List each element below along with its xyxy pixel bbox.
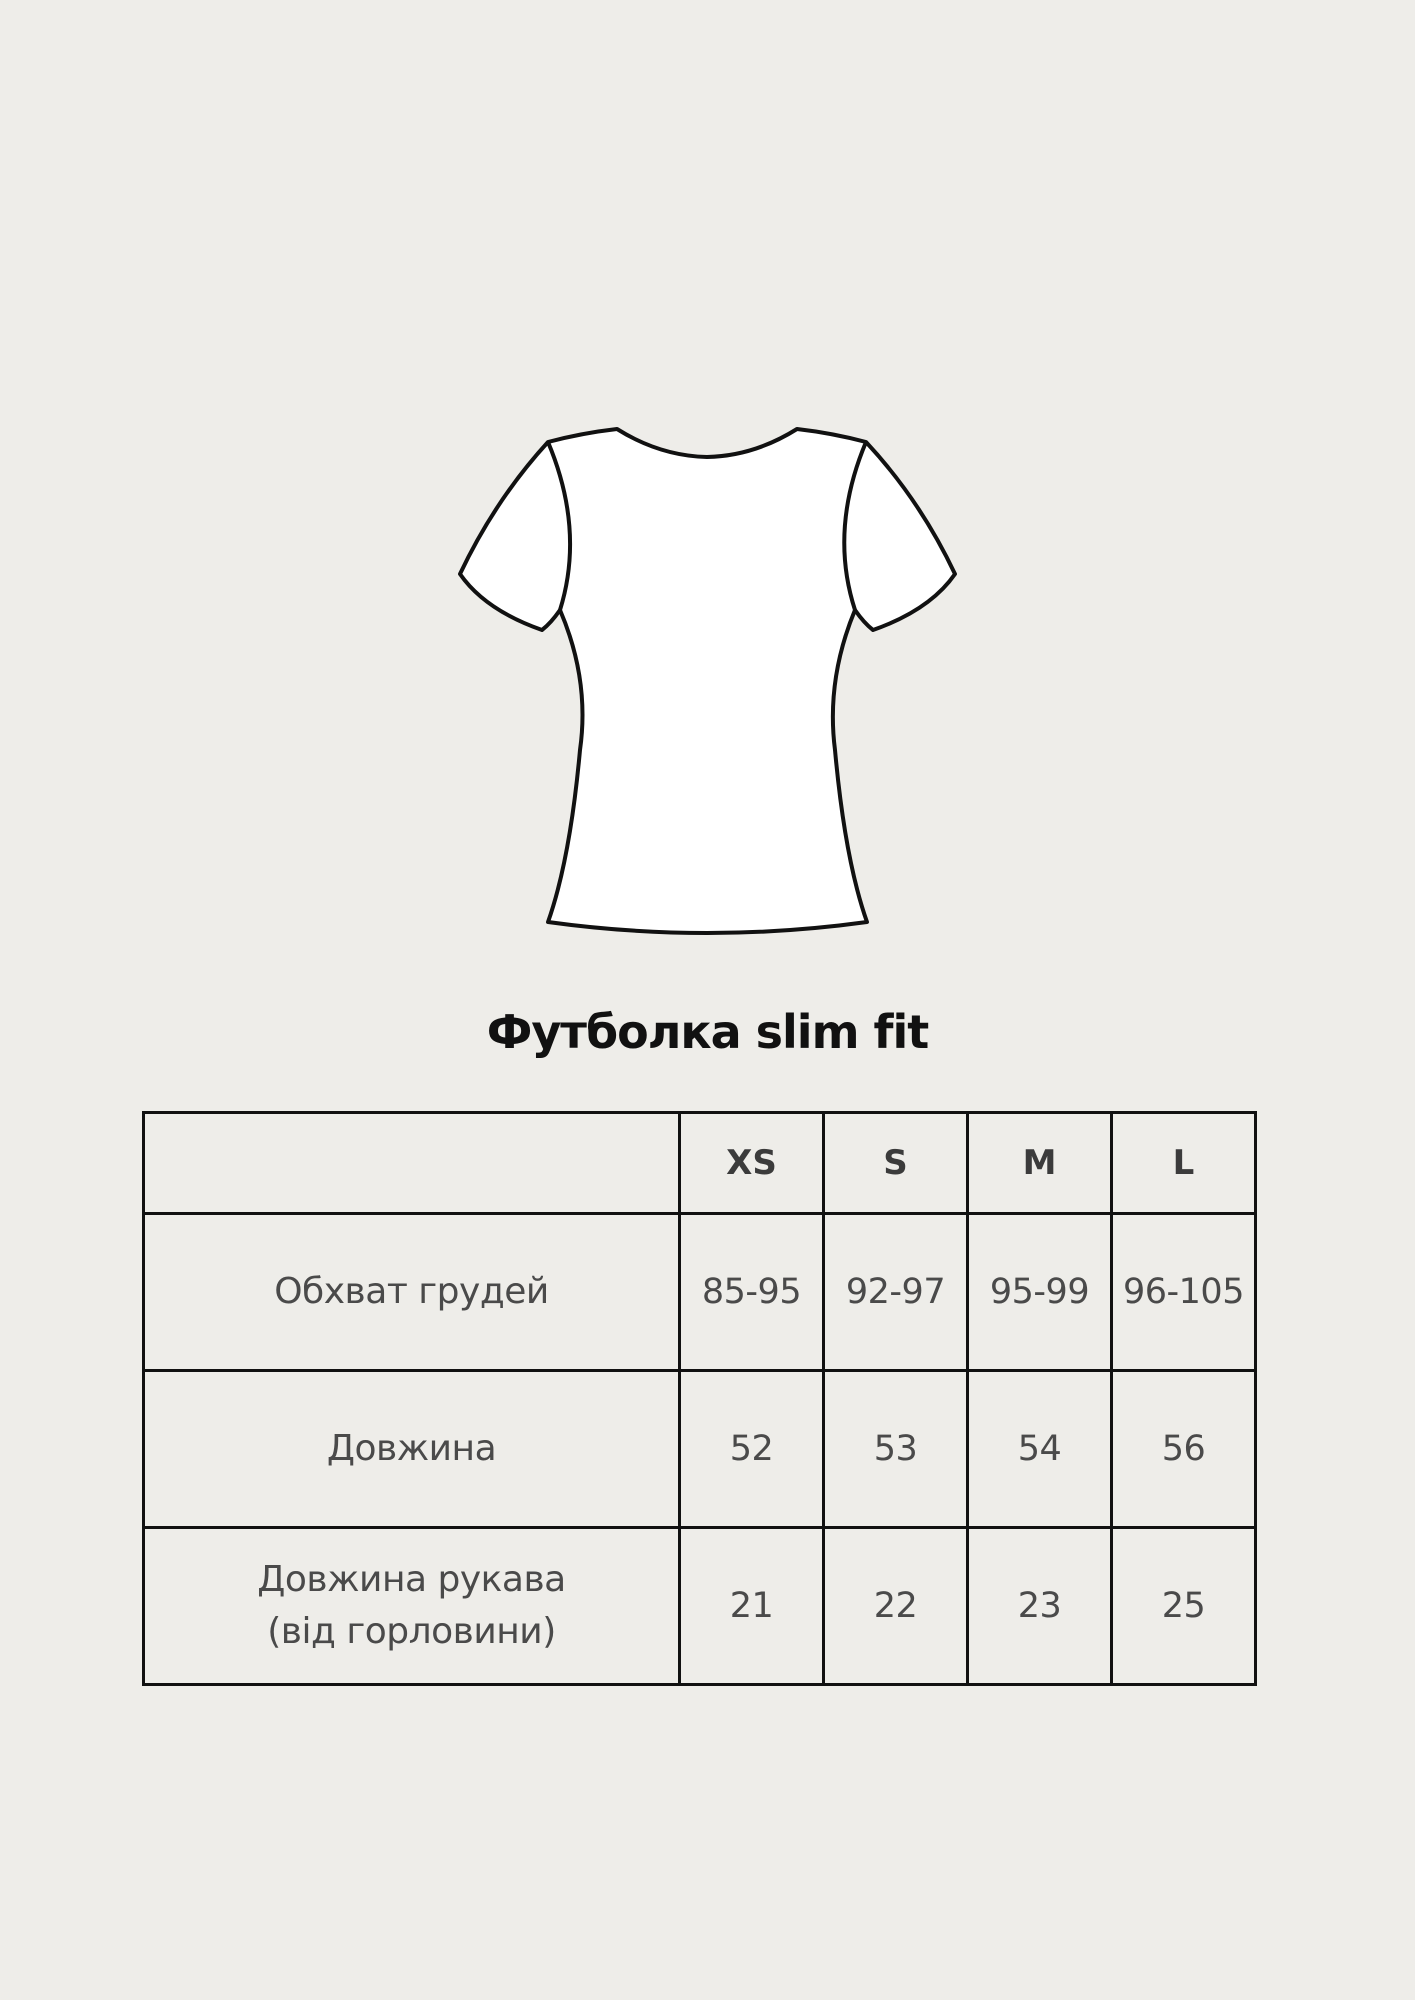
row-label-line: Довжина (326, 1428, 497, 1469)
row-label-length (144, 1371, 680, 1528)
row-label-chest (144, 1214, 680, 1371)
value-cell: 23 (968, 1528, 1112, 1685)
row-label-line: Обхват грудей (274, 1271, 549, 1312)
size-header-l: L (1112, 1113, 1256, 1214)
table-header-row (144, 1113, 1256, 1214)
size-header-m: M (968, 1113, 1112, 1214)
size-chart-table (142, 1111, 1257, 1686)
table-row (144, 1214, 1256, 1371)
value-cell: 25 (1112, 1528, 1256, 1685)
value-cell: 21 (680, 1528, 824, 1685)
value-cell: 22 (824, 1528, 968, 1685)
row-label-line: Довжина рукава (257, 1559, 566, 1600)
value-cell: 52 (680, 1371, 824, 1528)
value-cell: 56 (1112, 1371, 1256, 1528)
page-title: Футболка slim fit (486, 1005, 929, 1059)
table-row (144, 1528, 1256, 1685)
tshirt-body (460, 429, 955, 933)
value-cell: 95-99 (968, 1214, 1112, 1371)
header-corner-cell (144, 1113, 680, 1214)
value-cell: 96-105 (1112, 1214, 1256, 1371)
row-label-line: (від горловини) (267, 1611, 556, 1652)
value-cell: 53 (824, 1371, 968, 1528)
value-cell: 92-97 (824, 1214, 968, 1371)
value-cell: 85-95 (680, 1214, 824, 1371)
size-header-s: S (824, 1113, 968, 1214)
size-header-xs: XS (680, 1113, 824, 1214)
value-cell: 54 (968, 1371, 1112, 1528)
row-label-sleeve-length (144, 1528, 680, 1685)
table-row (144, 1371, 1256, 1528)
